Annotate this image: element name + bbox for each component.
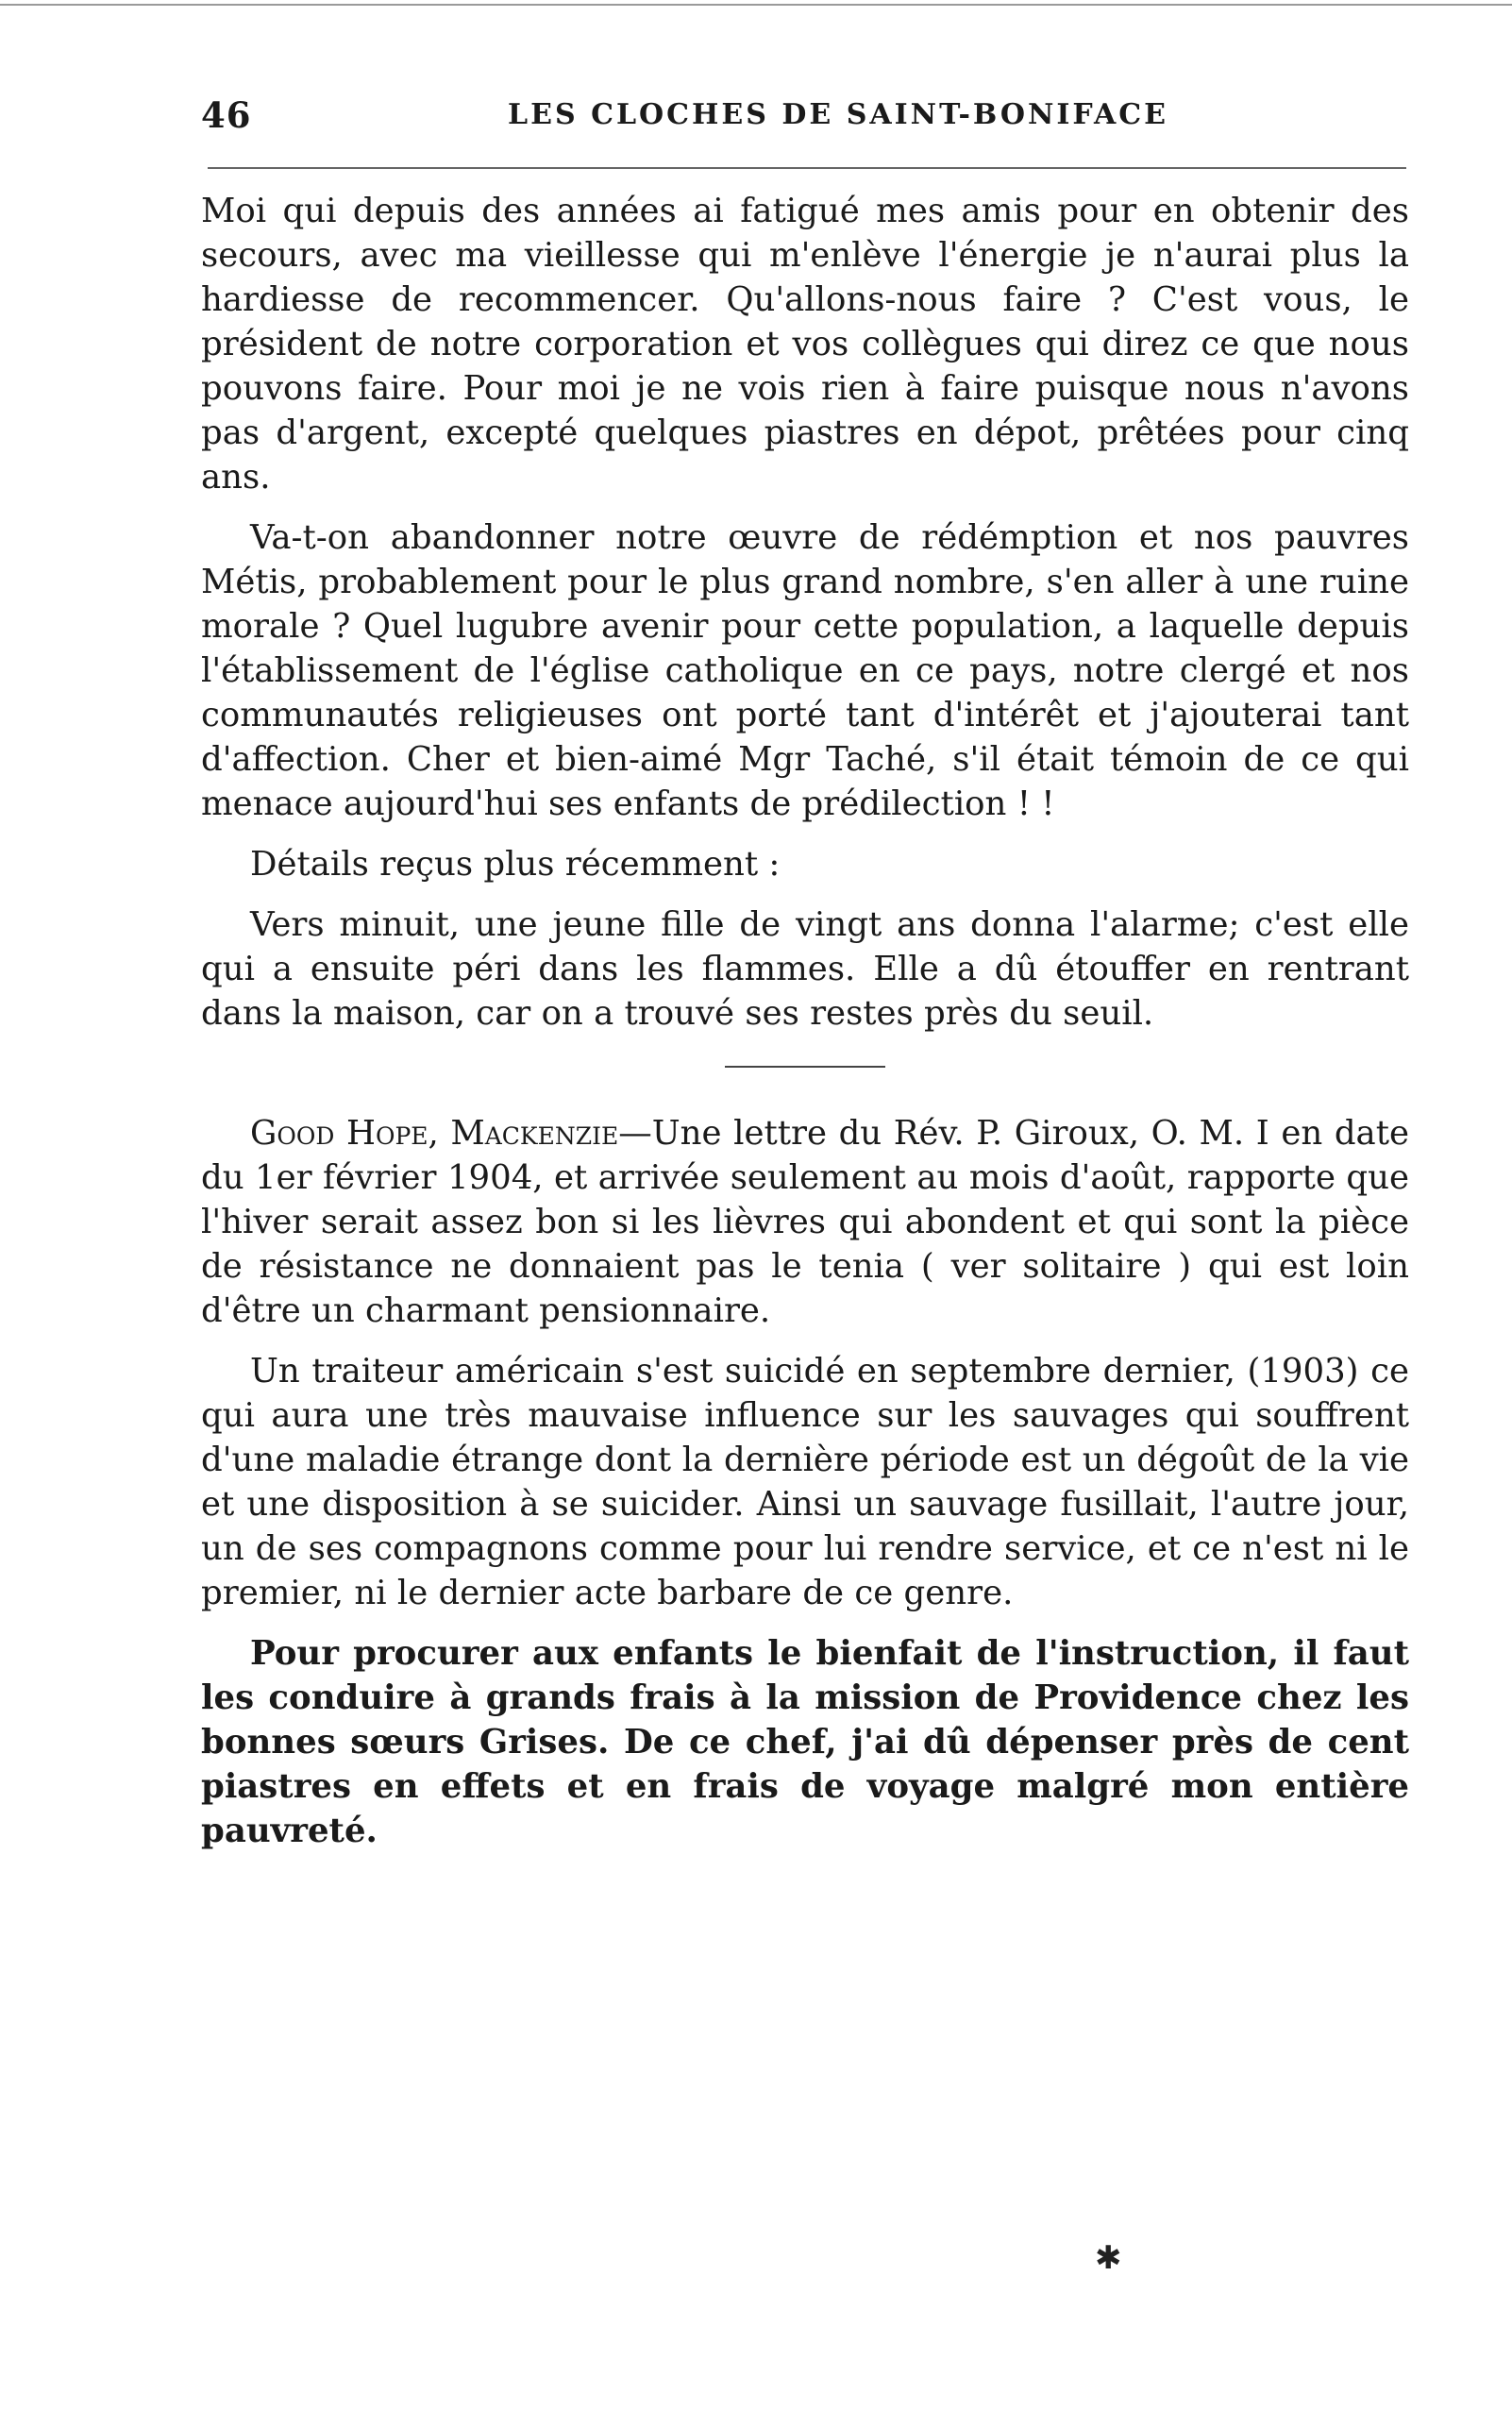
- page-number: 46: [201, 94, 252, 136]
- paragraph-1: Moi qui depuis des années ai fatigué mes amis pour en obtenir des secours, avec ma vieillesse qui m'enlève l'énergie je n'aurai plus la hardiesse de recommencer. Qu'allons-nous faire ? C'est vous, le président de notre corporation et vos collègues qui direz ce que nous pouvons faire. Pour moi je ne vois rien à faire puisque nous n'avons pas d'argent, excepté quelques piastres en dépot, prêtées pour cinq ans.: [201, 192, 1409, 497]
- paragraph-2: Va-t-on abandonner notre œuvre de rédémption et nos pauvres Métis, probablement pour le plus grand nombre, s'en aller à une ruine morale ? Quel lugubre avenir pour cette population, a laquelle depuis l'établissement de l'église catholique en ce pays, notre clergé et nos communautés religieuses ont porté tant d'intérêt et j'ajouterai tant d'affection. Cher et bien-aimé Mgr Taché, s'il était témoin de ce qui menace aujourd'hui ses enfants de prédilection ! !: [201, 518, 1409, 823]
- section-divider: [725, 1066, 885, 1068]
- printer-ornament: ✱: [1095, 2239, 1122, 2277]
- page-header: [201, 94, 1409, 142]
- paragraph-5: [201, 1111, 1409, 1333]
- page-body: [201, 189, 1409, 1853]
- paragraph-4: Vers minuit, une jeune fille de vingt ans donna l'alarme; c'est elle qui a ensuite péri dans les flammes. Elle a dû étouffer en rentrant dans la maison, car on a trouvé ses restes près du seuil.: [201, 905, 1409, 1033]
- paragraph-3: Détails reçus plus récemment :: [250, 845, 781, 884]
- top-border-rule: [0, 4, 1512, 6]
- running-title: LES CLOCHES DE SAINT-BONIFACE: [508, 98, 1168, 131]
- paragraph-5-text: —Une lettre du Rév. P. Giroux, O. M. I en date du 1er février 1904, et arrivée seulement au mois d'août, rapporte que l'hiver serait assez bon si les lièvres qui abondent et qui sont la pièce de résistance ne donnaient pas le tenia ( ver solitaire ) qui est loin d'être un charmant pensionnaire.: [201, 1114, 1409, 1330]
- section-lead: Good Hope, Mackenzie: [250, 1114, 619, 1153]
- paragraph-6: Un traiteur américain s'est suicidé en septembre dernier, (1903) ce qui aura une très mauvaise influence sur les sauvages qui souffrent d'une maladie étrange dont la dernière période est un dégoût de la vie et une disposition à se suicider. Ainsi un sauvage fusillait, l'autre jour, un de ses compagnons comme pour lui rendre service, et ce n'est ni le premier, ni le dernier acte barbare de ce genre.: [201, 1352, 1409, 1612]
- header-rule: [208, 167, 1406, 169]
- paragraph-7: Pour procurer aux enfants le bienfait de l'instruction, il faut les conduire à grands frais à la mission de Providence chez les bonnes sœurs Grises. De ce chef, j'ai dû dépenser près de cent piastres en effets et en frais de voyage malgré mon entière pauvreté.: [201, 1634, 1409, 1850]
